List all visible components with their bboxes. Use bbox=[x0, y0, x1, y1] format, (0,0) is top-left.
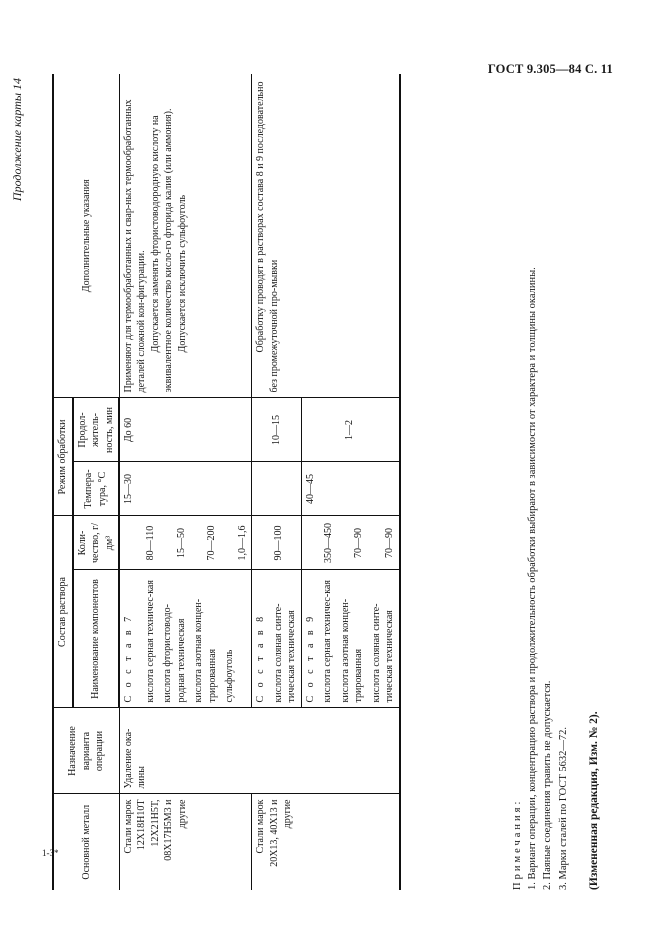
duration-cell: 10—15 bbox=[252, 398, 302, 462]
page-mark: 1-3* bbox=[42, 848, 59, 858]
header-quantity: Коли-чество, г/дм³ bbox=[73, 516, 120, 570]
component-qty: 1,0—1,6 bbox=[236, 525, 248, 561]
component-name: сульфоуголь bbox=[224, 649, 235, 703]
table-row bbox=[119, 74, 252, 890]
footnotes-title: Примечания: bbox=[512, 798, 523, 890]
temperature-cell bbox=[252, 462, 302, 516]
composition-label: С о с т а в 7 bbox=[123, 613, 134, 703]
component-qty: 70—90 bbox=[383, 528, 395, 558]
temperature-cell: 15—30 bbox=[119, 462, 252, 516]
note-paragraph: Допускается исключить сульфоуголь bbox=[176, 194, 188, 353]
component-qty: 80—110 bbox=[145, 525, 156, 561]
base-metal-cell: Стали марок 12Х18Н10Т 12Х21Н5Т, 08Х17Н5М3 и другие bbox=[122, 799, 188, 861]
component-name: кислота серная техничес-кая bbox=[144, 580, 156, 703]
continuation-label: Продолжение карты 14 bbox=[10, 78, 24, 202]
component-name: кислота фтористоводо-родная техническая bbox=[162, 604, 187, 703]
component-cell bbox=[301, 570, 400, 708]
header-temperature: Темпера-тура, °С bbox=[73, 462, 120, 516]
duration-cell: До 60 bbox=[119, 398, 252, 462]
quantity-cell bbox=[252, 516, 302, 570]
header-base-metal: Основной металл bbox=[53, 794, 119, 890]
note-paragraph: Обработку проводят в растворах состава 8 и 9 последовательно без промежуточной про-мывки bbox=[255, 81, 280, 393]
component-qty: 70—90 bbox=[353, 528, 364, 558]
header-duration: Продол-житель-ность, мин bbox=[73, 398, 120, 462]
note-paragraph: Допускается заменять фтористоводородную кислоту на эквивалентное количество кисло-го фторида калия (или аммония). bbox=[149, 108, 174, 393]
notes-cell bbox=[119, 74, 252, 398]
component-name: кислота азотная концен-трированная bbox=[339, 598, 364, 703]
composition-label: С о с т а в 8 bbox=[255, 613, 266, 703]
component-qty: 15—50 bbox=[175, 528, 187, 558]
header-solution-group: Состав раствора bbox=[53, 516, 73, 708]
duration-cell: 1—2 bbox=[301, 398, 400, 462]
footnotes bbox=[510, 267, 571, 890]
quantity-cell bbox=[119, 516, 252, 570]
component-qty: 90—100 bbox=[273, 525, 284, 561]
treatment-table bbox=[52, 74, 401, 890]
composition-label: С о с т а в 9 bbox=[304, 613, 316, 703]
component-cell bbox=[119, 570, 252, 708]
header-mode-group: Режим обработки bbox=[53, 398, 73, 516]
header-purpose: Назначение варианта операции bbox=[53, 708, 119, 794]
footnote-item: 1. Вариант операции, концентрацию раствора и продолжительность обработки выбирают в зависимости от характера и толщины окалины. bbox=[527, 267, 539, 890]
purpose-cell: Удаление ока-лины bbox=[119, 708, 400, 794]
header-component-name: Наименование компонентов bbox=[73, 570, 120, 708]
component-cell bbox=[252, 570, 302, 708]
base-metal-cell: Стали марок 20Х13, 40Х13 и другие bbox=[255, 799, 293, 867]
header-notes: Дополнительные указания bbox=[53, 74, 119, 398]
component-qty: 70—200 bbox=[206, 525, 217, 561]
component-qty: 350—450 bbox=[322, 523, 334, 563]
component-name: кислота серная техничес-кая bbox=[322, 580, 333, 703]
rotated-page-content bbox=[10, 70, 652, 890]
note-paragraph: Применяют для термообработанных и свар-ных термообработанных деталей сложной кон-фигурации. bbox=[122, 99, 147, 393]
component-name: кислота соляная синте-тическая техническая bbox=[272, 603, 297, 703]
component-name: кислота азотная концен-трированная bbox=[193, 598, 218, 703]
temperature-cell: 40—45 bbox=[301, 462, 400, 516]
amendment-note: (Измененная редакция, Изм. № 2). bbox=[588, 711, 600, 890]
footnote-item: 3. Марки сталей по ГОСТ 5632—72. bbox=[557, 726, 569, 890]
document-reference: ГОСТ 9.305—84 С. 11 bbox=[487, 62, 613, 76]
quantity-cell bbox=[301, 516, 400, 570]
footnote-item: 2. Паяные соединения травить не допускается. bbox=[542, 680, 554, 890]
notes-cell bbox=[252, 74, 400, 398]
component-name: кислота соляная синте-тическая техническая bbox=[370, 603, 395, 703]
